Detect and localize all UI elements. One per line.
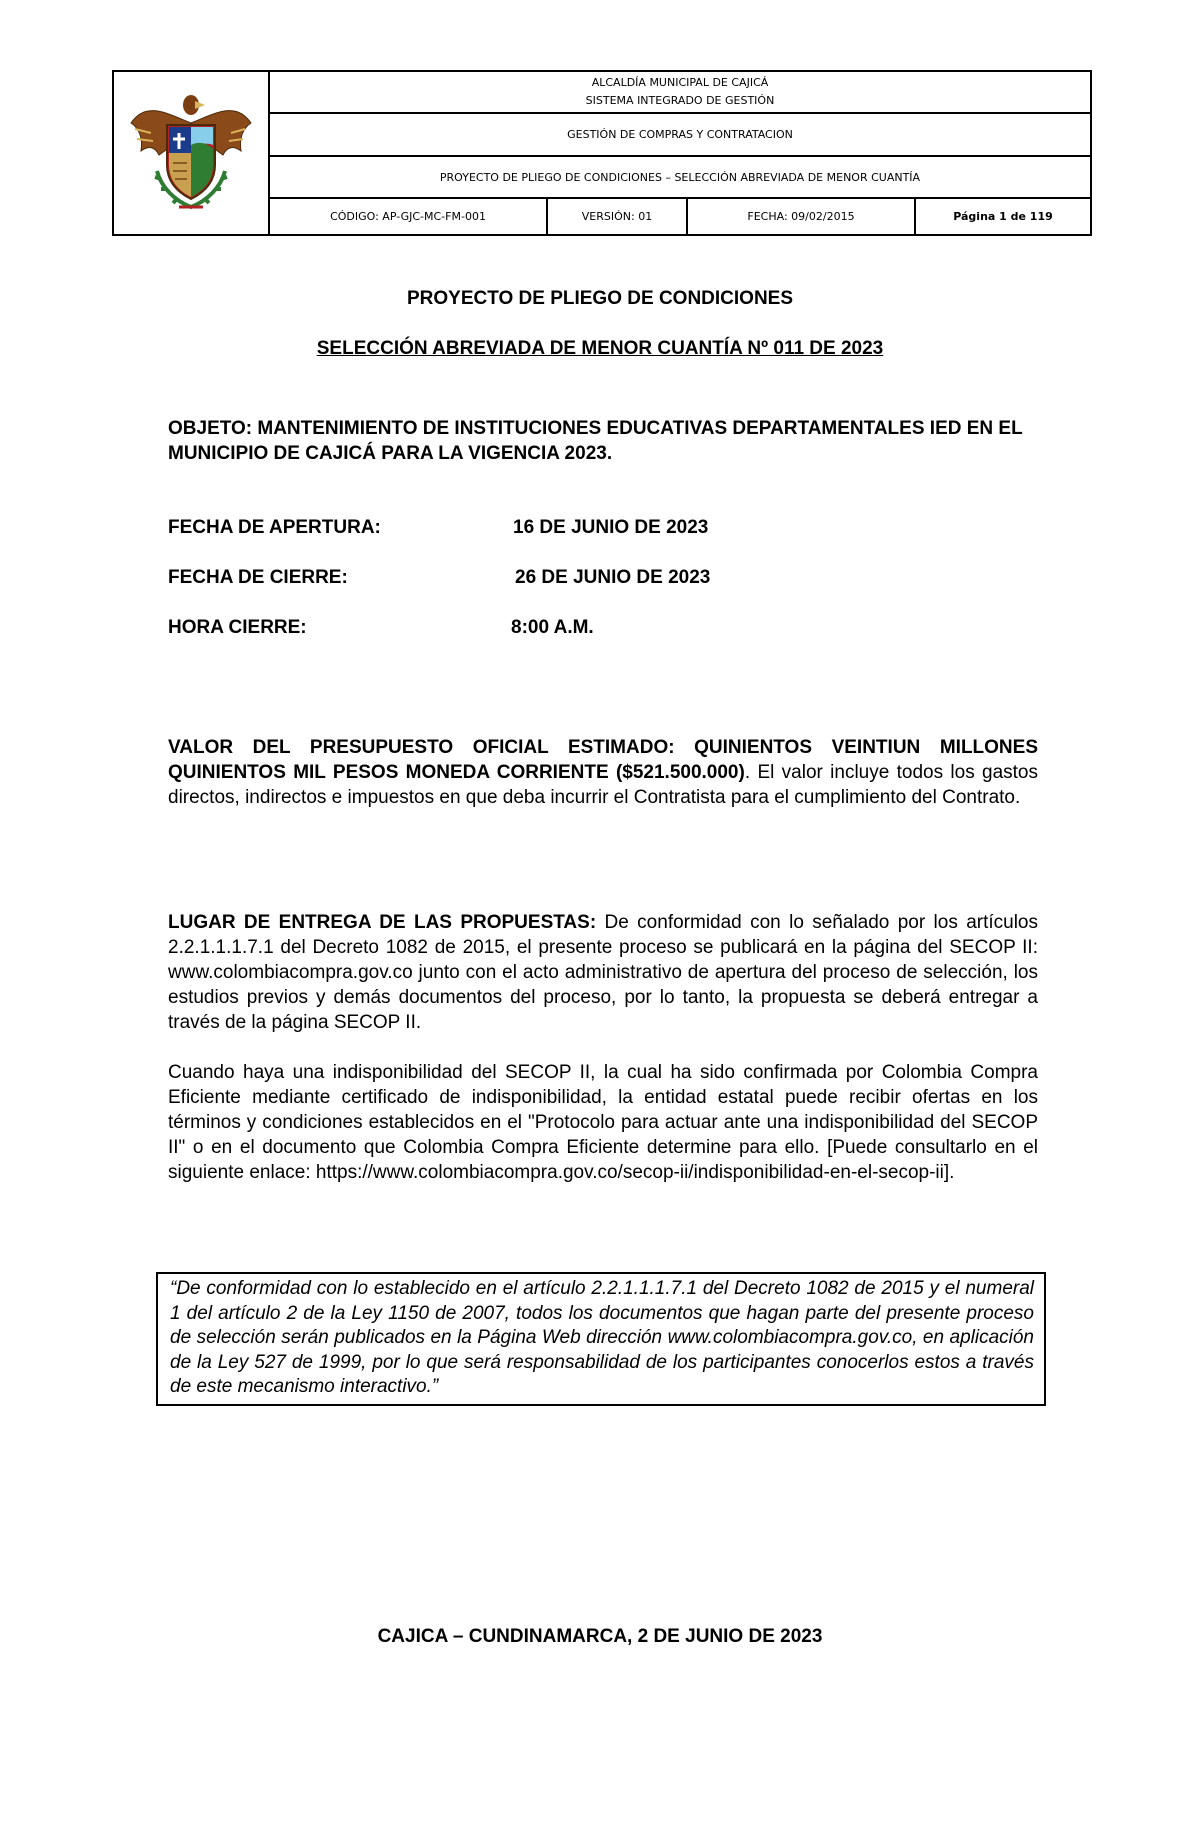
place-date-footer: CAJICA – CUNDINAMARCA, 2 DE JUNIO DE 2023 [377, 1626, 823, 1647]
closing-time-label: HORA CIERRE: [168, 617, 307, 638]
process-title: SELECCIÓN ABREVIADA DE MENOR CUANTÍA Nº 011 DE 2023 [316, 338, 884, 359]
coat-of-arms-eagle-icon [121, 83, 261, 223]
doc-title: PROYECTO DE PLIEGO DE CONDICIONES – SELECCIÓN ABREVIADA DE MENOR CUANTÍA [439, 170, 921, 184]
budget-text: . El valor incluye todos los gastos directos, indirectos e impuestos en que deba incurrir el Contratista para el cumplimiento del Contrato. [168, 762, 1039, 808]
page-number: Página 1 de 119 [953, 210, 1053, 224]
org-system: SISTEMA INTEGRADO DE GESTIÓN [585, 94, 775, 108]
delivery-label: LUGAR DE ENTREGA DE LAS PROPUESTAS: [168, 912, 597, 933]
opening-date-label: FECHA DE APERTURA: [168, 517, 381, 538]
delivery-paragraph [168, 910, 1038, 1035]
document-header [112, 70, 1092, 236]
object-paragraph: OBJETO: MANTENIMIENTO DE INSTITUCIONES EDUCATIVAS DEPARTAMENTALES IED EN EL MUNICIPIO DE CAJICÁ PARA LA VIGENCIA 2023. [168, 418, 1023, 464]
closing-date-label: FECHA DE CIERRE: [168, 567, 348, 588]
header-meta [270, 199, 1090, 234]
municipal-logo [114, 72, 270, 234]
header-doc-title [270, 157, 1090, 199]
opening-date-value: 16 DE JUNIO DE 2023 [513, 517, 709, 538]
doc-code: CÓDIGO: AP-GJC-MC-FM-001 [270, 199, 548, 234]
header-info [270, 72, 1090, 234]
doc-date: FECHA: 09/02/2015 [688, 199, 916, 234]
main-title: PROYECTO DE PLIEGO DE CONDICIONES [406, 288, 794, 309]
closing-date-value: 26 DE JUNIO DE 2023 [515, 567, 711, 588]
delivery-text: De conformidad con lo señalado por los artículos 2.2.1.1.1.7.1 del Decreto 1082 de 2015, el presente proceso se publicará en la página del SECOP II: www.colombiacompra.gov.co junto con el acto administrativo de apertura del proceso de selección, los estudios previos y demás documentos del proceso, por lo tanto, la propuesta se deberá entregar a través de la página SECOP II. [168, 912, 1039, 1033]
budget-label: VALOR DEL PRESUPUESTO OFICIAL ESTIMADO: QUINIENTOS VEINTIUN MILLONES QUINIENTOS MIL PESOS MONEDA CORRIENTE ($521.500.000) [168, 737, 1038, 783]
doc-version: VERSIÓN: 01 [548, 199, 688, 234]
area-name: GESTIÓN DE COMPRAS Y CONTRATACION [567, 128, 793, 142]
unavailability-paragraph: Cuando haya una indisponibilidad del SECOP II, la cual ha sido confirmada por Colombia Compra Eficiente mediante certificado de indisponibilidad, la entidad estatal puede recibir ofertas en los términos y condiciones establecidos en el "Protocolo para actuar ante una indisponibilidad del SECOP II" o en el documento que Colombia Compra Eficiente determine para ello. [Puede consultarlo en el siguiente enlace: https://www.colombiacompra.gov.co/secop-ii/indisponibilidad-en-el-secop-ii]. [168, 1062, 1038, 1183]
closing-time-value: 8:00 A.M. [511, 617, 594, 638]
header-area [270, 114, 1090, 156]
budget-paragraph [168, 735, 1038, 810]
org-name: ALCALDÍA MUNICIPAL DE CAJICÁ [591, 76, 769, 90]
legal-notice-box: “De conformidad con lo establecido en el artículo 2.2.1.1.1.7.1 del Decreto 1082 de 2015 y el numeral 1 del artículo 2 de la Ley 1150 de 2007, todos los documentos que hagan parte del presente proceso de selección serán publicados en la Página Web dirección www.colombiacompra.gov.co, en aplicación de la Ley 527 de 1999, por lo que será responsabilidad de los participantes conocerlos estos a través de este mecanismo interactivo.” [156, 1272, 1046, 1406]
header-org [270, 72, 1090, 114]
